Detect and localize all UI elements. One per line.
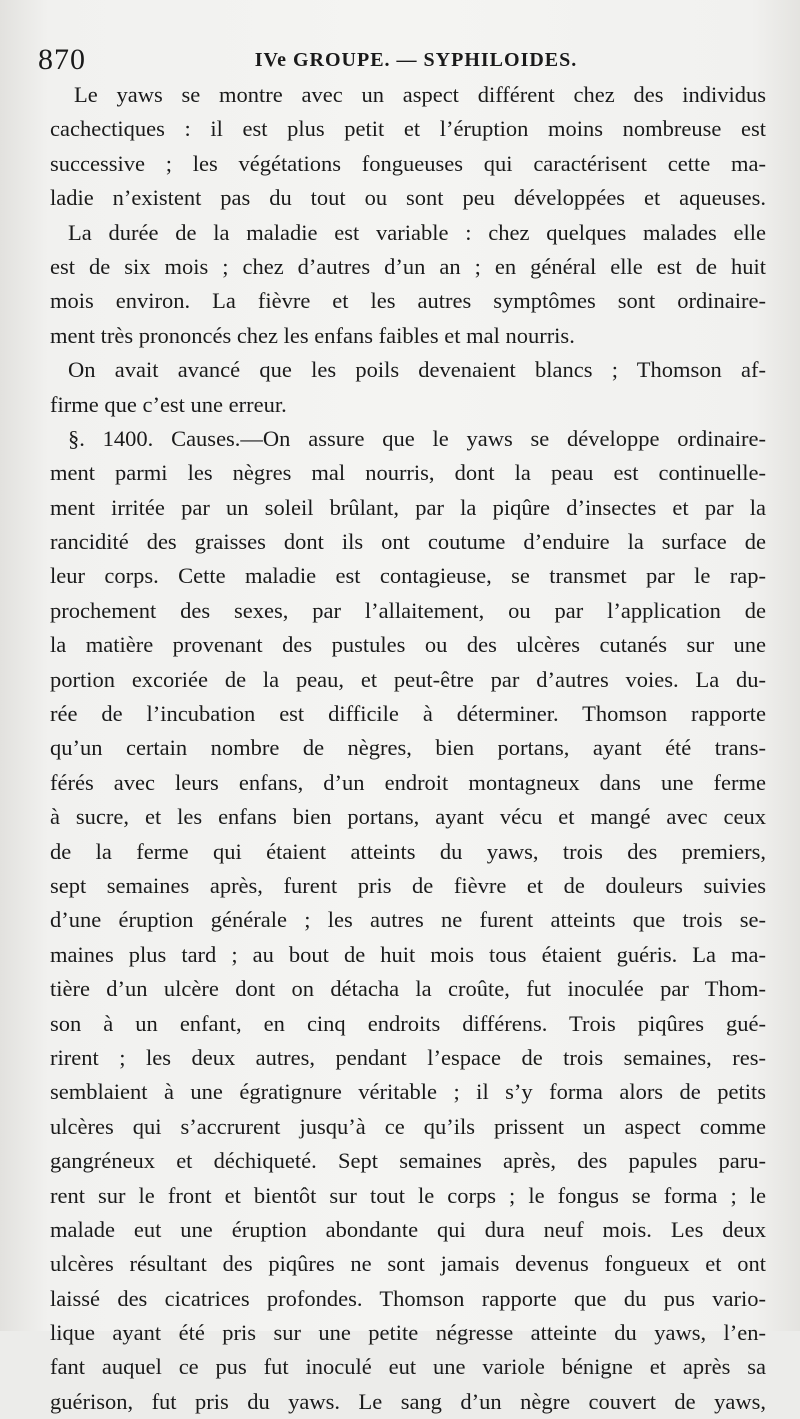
text-line: ment très prononcés chez les enfans faibles et mal nourris.: [50, 322, 575, 348]
running-head: IVe GROUPE. — SYPHILOIDES.: [254, 49, 578, 71]
text-line: ladie n’existent pas du tout ou sont peu développées et aqueuses.: [50, 185, 766, 211]
text-line: ment irritée par un soleil brûlant, par la piqûre d’insectes et par la: [50, 494, 766, 520]
text-line: portion excoriée de la peau, et peut-être par d’autres voies. La du-: [50, 666, 766, 692]
text-line: prochement des sexes, par l’allaitement, ou par l’application de: [50, 597, 766, 623]
text-line: férés avec leurs enfans, d’un endroit montagneux dans une ferme: [50, 769, 766, 795]
text-line: gangréneux et déchiqueté. Sept semaines après, des papules paru-: [50, 1148, 766, 1174]
text-line: §. 1400. Causes.—On assure que le yaws se développe ordinaire-: [68, 425, 766, 451]
text-line: son à un enfant, en cinq endroits différens. Trois piqûres gué-: [50, 1010, 766, 1036]
text-line: rée de l’incubation est difficile à déterminer. Thomson rapporte: [50, 701, 766, 727]
text-line: On avait avancé que les poils devenaient blancs ; Thomson af-: [68, 357, 766, 383]
text-line: malade eut une éruption abondante qui dura neuf mois. Les deux: [50, 1216, 766, 1242]
text-line: ulcères résultant des piqûres ne sont jamais devenus fongueux et ont: [50, 1251, 766, 1277]
page-number: 870: [38, 43, 86, 76]
text-line: tière d’un ulcère dont on détacha la croûte, fut inoculée par Thom-: [50, 976, 766, 1002]
text-line: laissé des cicatrices profondes. Thomson rapporte que du pus vario-: [50, 1285, 766, 1311]
text-line: à sucre, et les enfans bien portans, ayant vécu et mangé avec ceux: [50, 804, 766, 830]
text-line: firme que c’est une erreur.: [50, 391, 287, 417]
text-line: La durée de la maladie est variable : chez quelques malades elle: [68, 219, 766, 245]
page-header: [38, 40, 764, 80]
text-line: sept semaines après, furent pris de fièvre et de douleurs suivies: [50, 872, 766, 898]
text-line: lique ayant été pris sur une petite négresse atteinte du yaws, l’en-: [50, 1320, 766, 1346]
text-line: la matière provenant des pustules ou des ulcères cutanés sur une: [50, 632, 766, 658]
text-line: Le yaws se montre avec un aspect différent chez des individus: [74, 82, 766, 107]
text-line: de la ferme qui étaient atteints du yaws, trois des premiers,: [50, 838, 766, 864]
text-line: ulcères qui s’accrurent jusqu’à ce qu’ils prissent un aspect comme: [50, 1113, 766, 1139]
text-line: cachectiques : il est plus petit et l’éruption moins nombreuse est: [50, 116, 766, 142]
text-line: est de six mois ; chez d’autres d’un an ; en général elle est de huit: [50, 253, 766, 279]
text-line: maines plus tard ; au bout de huit mois tous étaient guéris. La ma-: [50, 941, 766, 967]
text-line: semblaient à une égratignure véritable ; il s’y forma alors de petits: [50, 1079, 766, 1105]
text-line: successive ; les végétations fongueuses qui caractérisent cette ma-: [50, 150, 766, 176]
text-line: fant auquel ce pus fut inoculé eut une variole bénigne et après sa: [50, 1354, 766, 1380]
body-text: [50, 78, 766, 1419]
text-line: mois environ. La fièvre et les autres symptômes sont ordinaire-: [50, 288, 766, 314]
text-line: qu’un certain nombre de nègres, bien portans, ayant été trans-: [50, 735, 766, 761]
text-line: rent sur le front et bientôt sur tout le corps ; le fongus se forma ; le: [50, 1182, 766, 1208]
text-line: rirent ; les deux autres, pendant l’espace de trois semaines, res-: [50, 1044, 766, 1070]
text-line: d’une éruption générale ; les autres ne furent atteints que trois se-: [50, 907, 766, 933]
text-line: rancidité des graisses dont ils ont coutume d’enduire la surface de: [50, 529, 766, 555]
text-line: guérison, fut pris du yaws. Le sang d’un nègre couvert de yaws,: [50, 1388, 766, 1414]
text-line: leur corps. Cette maladie est contagieuse, se transmet par le rap-: [50, 563, 766, 589]
text-line: ment parmi les nègres mal nourris, dont la peau est continuelle-: [50, 460, 766, 486]
